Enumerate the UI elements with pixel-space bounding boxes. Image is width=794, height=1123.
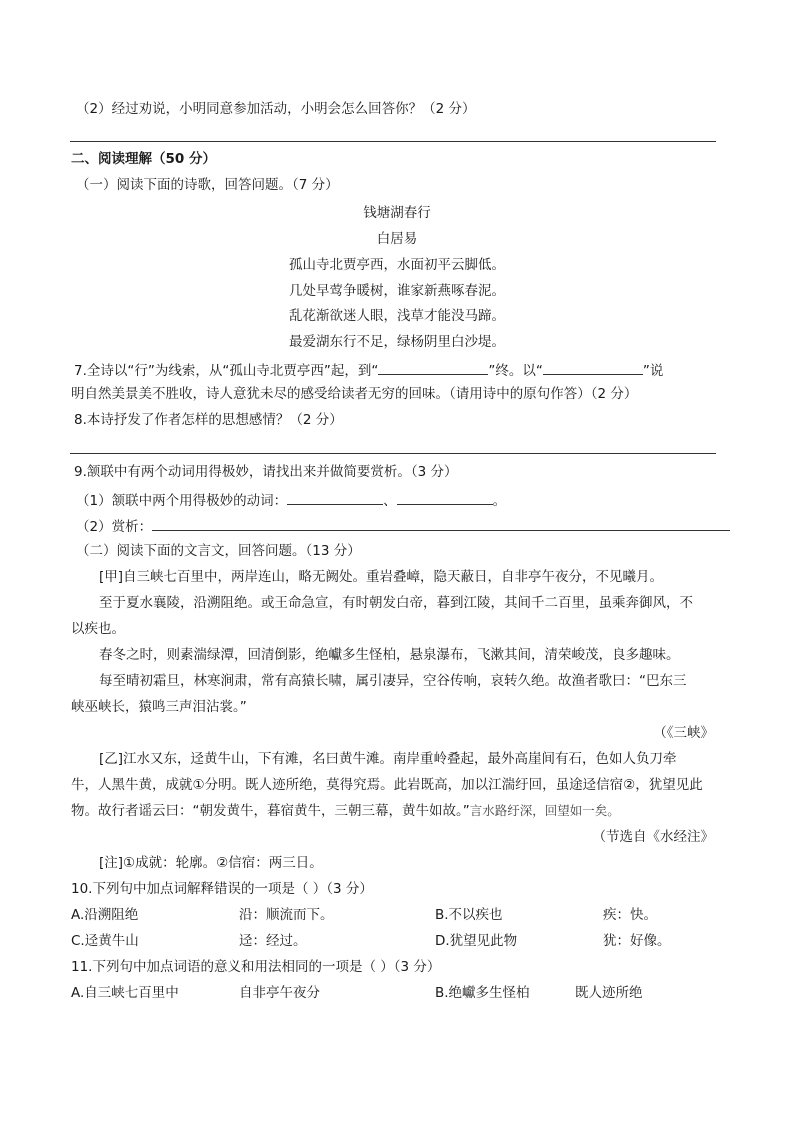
q7-blank-2[interactable] xyxy=(543,360,643,375)
question-9: 9.颔联中有两个动词用得极妙，请找出来并做简要赏析。（3 分） xyxy=(74,464,458,480)
text-yi-line2: 牛，人黑牛黄，成就①分明。既人迹所绝，莫得究焉。此岩既高，加以江湍纡回，虽途迳信宿②，犹望见此 xyxy=(71,777,703,793)
poem-title: 钱塘湖春行 xyxy=(363,205,431,221)
q7-text-a: 7.全诗以“行”为线索，从“孤山寺北贾亭西”起，到“ xyxy=(74,363,379,379)
text-jia-p3: 春冬之时，则素湍绿潭，回清倒影，绝巘多生怪柏，悬泉瀑布，飞漱其间，清荣峻茂，良多趣味。 xyxy=(99,647,680,663)
q9-sub2-text: （2）赏析： xyxy=(76,519,153,535)
q10-option-d-gloss: 犹：好像。 xyxy=(603,933,671,949)
q11-option-a[interactable]: A.自三峡七百里中 xyxy=(71,985,179,1001)
answer-line xyxy=(70,141,716,142)
q10-option-a-gloss: 沿：顺流而下。 xyxy=(239,907,334,923)
text-jia-p2-cont: 以疾也。 xyxy=(71,621,125,637)
q9-blank-2[interactable] xyxy=(397,490,493,505)
q9-end: 。 xyxy=(492,493,507,509)
q10-option-c-gloss: 迳：经过。 xyxy=(239,933,307,949)
q10-option-d[interactable]: D.犹望见此物 xyxy=(435,933,518,949)
question-11: 11.下列句中加点词语的意义和用法相同的一项是（ ）（3 分） xyxy=(71,959,441,975)
question-9-sub1 xyxy=(76,490,506,510)
question-7 xyxy=(74,360,663,380)
text-jia-p2: 至于夏水襄陵，沿溯阻绝。或王命急宣，有时朝发白帝，暮到江陵，其间千二百里，虽乘奔御风，不 xyxy=(99,595,693,611)
text-jia-p1: [甲]自三峡七百里中，两岸连山，略无阙处。重岩叠嶂，隐天蔽日，自非亭午夜分，不见曦月。 xyxy=(99,569,664,585)
text-jia-source: （《三峡》 xyxy=(653,725,714,741)
q10-option-b[interactable]: B.不以疾也 xyxy=(435,907,503,923)
text-jia-p4-cont: 峡巫峡长，猿鸣三声泪沾裳。” xyxy=(71,699,247,715)
part1-intro: （一）阅读下面的诗歌，回答问题。（7 分） xyxy=(76,177,339,193)
q11-option-b[interactable]: B.绝巘多生怪柏 xyxy=(435,985,530,1001)
q9-sub1-text: （1）颔联中两个用得极妙的动词： xyxy=(76,493,288,509)
poem-line: 几处早莺争暖树，谁家新燕啄春泥。 xyxy=(289,283,505,299)
poem-author: 白居易 xyxy=(376,231,418,247)
q7-text-c: ”说 xyxy=(642,363,664,379)
footnote: [注]①成就：轮廓。②信宿：两三日。 xyxy=(99,855,323,871)
text-yi-line3-comment: 言水路纡深，回望如一矣。 xyxy=(469,803,620,818)
answer-line xyxy=(70,453,716,454)
text-jia-p4: 每至晴初霜旦，林寒涧肃，常有高猿长啸，属引凄异，空谷传响，哀转久绝。故渔者歌曰：“巴东三 xyxy=(99,673,687,689)
section-title: 二、阅读理解（50 分） xyxy=(71,151,216,167)
q9-blank-3[interactable] xyxy=(152,516,730,531)
poem-line: 最爱湖东行不足，绿杨阴里白沙堤。 xyxy=(289,334,505,350)
poem-line: 乱花渐欲迷人眼，浅草才能没马蹄。 xyxy=(289,308,505,324)
q11-option-a-compare: 自非亭午夜分 xyxy=(239,985,320,1001)
text-yi-line1: [乙]江水又东，迳黄牛山，下有滩，名曰黄牛滩。南岸重岭叠起，最外高崖间有石，色如人负刀牵 xyxy=(99,751,677,767)
q9-sep: 、 xyxy=(383,493,397,509)
text-yi-source: （节选自《水经注》 xyxy=(592,829,714,845)
q11-option-b-compare: 既人迹所绝 xyxy=(575,985,643,1001)
q9-blank-1[interactable] xyxy=(287,490,383,505)
q10-option-c[interactable]: C.迳黄牛山 xyxy=(71,933,139,949)
text-yi-line3 xyxy=(71,802,620,820)
q7-blank-1[interactable] xyxy=(378,360,488,375)
text-yi-line3-main: 物。故行者谣云曰：“朝发黄牛，暮宿黄牛，三朝三幕，黄牛如故。” xyxy=(71,803,470,819)
q7-text-b: ”终。以“ xyxy=(488,363,543,379)
question-10: 10.下列句中加点词解释错误的一项是（ ）（3 分） xyxy=(71,881,373,897)
q10-option-b-gloss: 疾：快。 xyxy=(603,907,657,923)
q10-option-a[interactable]: A.沿溯阻绝 xyxy=(71,907,139,923)
question-prev-2: （2）经过劝说，小明同意参加活动，小明会怎么回答你？（2 分） xyxy=(76,101,476,117)
question-7-line2: 明自然美景美不胜收，诗人意犹未尽的感受给读者无穷的回味。（请用诗中的原句作答）（2 分） xyxy=(71,386,638,402)
question-9-sub2 xyxy=(76,516,730,536)
question-8: 8.本诗抒发了作者怎样的思想感情？（2 分） xyxy=(74,412,343,428)
part2-intro: （二）阅读下面的文言文，回答问题。（13 分） xyxy=(76,543,361,559)
poem-line: 孤山寺北贾亭西，水面初平云脚低。 xyxy=(289,257,505,273)
